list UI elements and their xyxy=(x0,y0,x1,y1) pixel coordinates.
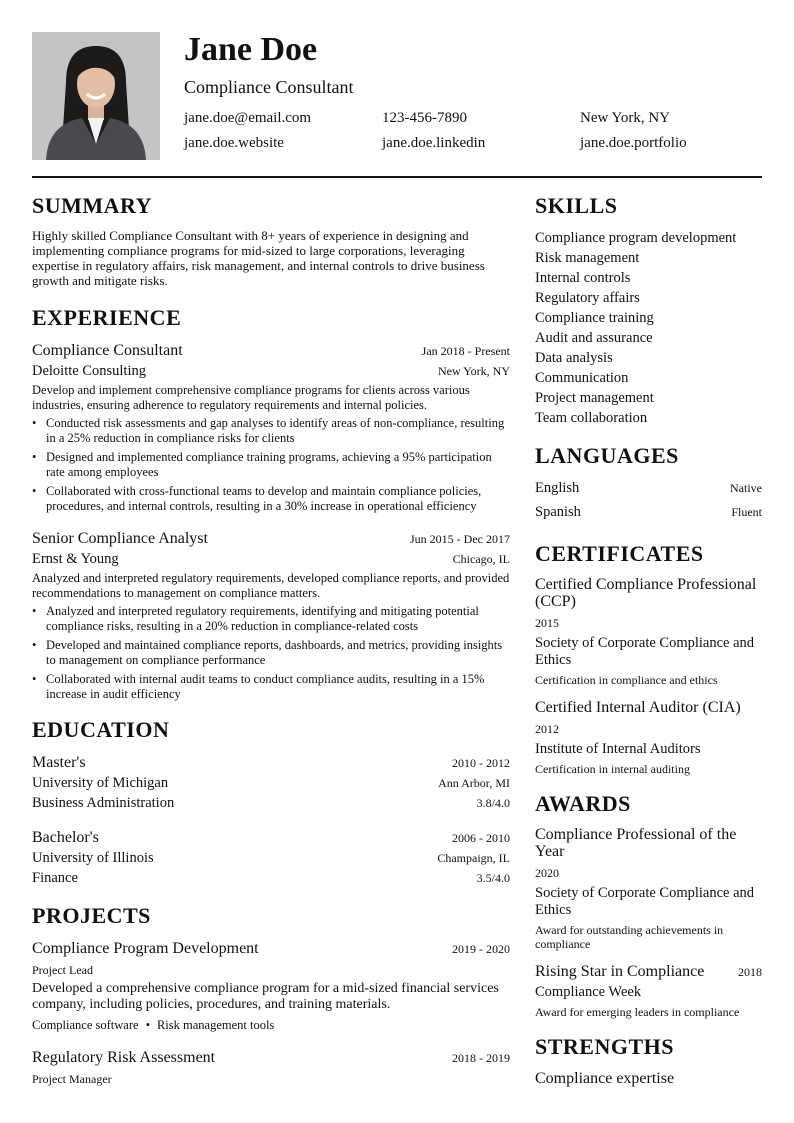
profile-photo xyxy=(32,32,160,160)
certificate-item xyxy=(535,699,762,776)
certificates-heading: CERTIFICATES xyxy=(535,541,704,566)
experience-dates: Jan 2018 - Present xyxy=(421,344,510,358)
certificate-year: 2015 xyxy=(535,616,559,630)
certificate-name: Certified Compliance Professional (CCP) xyxy=(535,576,757,610)
project-tag: Compliance software xyxy=(32,1018,139,1032)
contact-linkedin[interactable]: jane.doe.linkedin xyxy=(382,135,486,151)
language-item xyxy=(535,478,762,498)
project-role: Project Lead xyxy=(32,963,93,977)
languages-heading: LANGUAGES xyxy=(535,443,679,468)
skill-item: Internal controls xyxy=(535,270,631,286)
award-desc: Award for emerging leaders in compliance xyxy=(535,1005,740,1019)
experience-location: New York, NY xyxy=(437,364,510,378)
project-name: Regulatory Risk Assessment xyxy=(32,1049,216,1066)
project-role: Project Manager xyxy=(32,1072,112,1086)
project-dates: 2018 - 2019 xyxy=(452,1051,510,1065)
skill-item: Audit and assurance xyxy=(535,330,653,346)
language-level: Fluent xyxy=(731,505,762,519)
contact-info xyxy=(184,108,764,153)
summary-text: Highly skilled Compliance Consultant with 8+ years of experience in designing and implementing compliance programs for mid-sized to large corporations, leveraging expertise in regulatory affairs, risk management, and internal controls to drive business growth and mitigate risks. xyxy=(32,228,485,288)
experience-description: Develop and implement comprehensive compliance programs for clients across various industries, ensuring adherence to regulatory requirements and internal policies. xyxy=(32,383,470,412)
skill-item: Compliance program development xyxy=(535,230,737,246)
certificate-name: Certified Internal Auditor (CIA) xyxy=(535,699,741,716)
contact-website[interactable]: jane.doe.website xyxy=(184,135,284,151)
experience-role: Senior Compliance Analyst xyxy=(32,530,208,547)
education-location: Champaign, IL xyxy=(437,851,510,865)
experience-bullet: • Collaborated with cross-functional teams to develop and maintain compliance policies, procedures, and internal controls, resulting in a 30% increase in operational efficiency xyxy=(32,484,510,514)
experience-bullet: • Developed and maintained compliance reports, dashboards, and metrics, providing insights to management on compliance performance xyxy=(32,638,510,668)
education-degree: Master's xyxy=(32,754,86,771)
experience-role: Compliance Consultant xyxy=(32,342,183,359)
project-item xyxy=(32,938,510,1033)
education-field: Business Administration xyxy=(32,795,175,811)
award-org: Society of Corporate Compliance and Ethics xyxy=(535,885,755,918)
experience-description: Analyzed and interpreted regulatory requirements, developed compliance reports, and provided recommendations to management on compliance matters. xyxy=(32,571,510,600)
languages-list xyxy=(535,478,762,522)
experience-bullets xyxy=(32,416,510,514)
education-item xyxy=(32,827,510,888)
projects-heading: PROJECTS xyxy=(32,903,151,928)
award-item xyxy=(535,826,762,951)
education-dates: 2006 - 2010 xyxy=(452,831,510,845)
award-desc: Award for outstanding achievements in compliance xyxy=(535,923,724,951)
candidate-title: Compliance Consultant xyxy=(184,77,354,97)
summary-heading: SUMMARY xyxy=(32,193,153,218)
certificate-year: 2012 xyxy=(535,722,559,736)
experience-item xyxy=(32,340,510,514)
education-field: Finance xyxy=(32,870,78,886)
skill-item: Compliance training xyxy=(535,310,654,326)
strength-item: Compliance expertise xyxy=(535,1070,675,1087)
experience-bullet: • Conducted risk assessments and gap analyses to identify areas of non-compliance, resulting in a 25% reduction in compliance risks for clients xyxy=(32,416,510,446)
award-year: 2018 xyxy=(738,965,762,979)
skills-list xyxy=(535,228,762,428)
education-gpa: 3.8/4.0 xyxy=(476,796,510,810)
education-school: University of Illinois xyxy=(32,850,154,866)
language-item xyxy=(535,502,762,522)
education-item xyxy=(32,752,510,813)
project-description: Developed a comprehensive compliance program for a mid-sized financial services company, including policies, procedures, and training materials. xyxy=(32,981,499,1012)
certificate-item xyxy=(535,576,762,687)
education-location: Ann Arbor, MI xyxy=(438,776,510,790)
skills-heading: SKILLS xyxy=(535,193,618,218)
experience-location: Chicago, IL xyxy=(452,552,510,566)
award-name: Compliance Professional of the Year xyxy=(535,826,737,860)
language-level: Native xyxy=(730,481,762,495)
experience-heading: EXPERIENCE xyxy=(32,305,182,330)
candidate-name: Jane Doe xyxy=(184,31,318,68)
experience-bullet: • Collaborated with internal audit teams to conduct compliance audits, resulting in a 15% increase in audit efficiency xyxy=(32,672,510,702)
award-item xyxy=(535,963,762,1019)
education-dates: 2010 - 2012 xyxy=(452,756,510,770)
contact-portfolio[interactable]: jane.doe.portfolio xyxy=(580,135,687,151)
right-column xyxy=(535,192,762,1089)
contact-phone[interactable]: 123-456-7890 xyxy=(382,110,467,126)
experience-dates: Jun 2015 - Dec 2017 xyxy=(410,532,510,546)
skill-item: Data analysis xyxy=(535,350,613,366)
project-name: Compliance Program Development xyxy=(32,940,259,957)
education-gpa: 3.5/4.0 xyxy=(476,871,510,885)
left-column xyxy=(32,192,510,1101)
skill-item: Risk management xyxy=(535,250,640,266)
skill-item: Team collaboration xyxy=(535,410,648,426)
strengths-heading: STRENGTHS xyxy=(535,1034,674,1059)
language-name: Spanish xyxy=(535,504,581,520)
education-heading: EDUCATION xyxy=(32,717,170,742)
header-divider xyxy=(32,176,762,178)
awards-heading: AWARDS xyxy=(535,791,631,816)
experience-company: Ernst & Young xyxy=(32,551,119,567)
tag-separator: • xyxy=(145,1018,150,1032)
certificate-org: Institute of Internal Auditors xyxy=(535,741,701,757)
language-name: English xyxy=(535,480,580,496)
project-item xyxy=(32,1047,510,1087)
certificate-org: Society of Corporate Compliance and Ethics xyxy=(535,635,755,668)
education-degree: Bachelor's xyxy=(32,829,99,846)
experience-company: Deloitte Consulting xyxy=(32,363,146,379)
certificate-desc: Certification in internal auditing xyxy=(535,762,690,776)
education-school: University of Michigan xyxy=(32,775,169,791)
award-year: 2020 xyxy=(535,866,559,880)
skill-item: Communication xyxy=(535,370,629,386)
contact-email[interactable]: jane.doe@email.com xyxy=(184,110,312,126)
project-dates: 2019 - 2020 xyxy=(452,942,510,956)
contact-location: New York, NY xyxy=(580,110,671,126)
project-tags xyxy=(32,1017,510,1033)
certificate-desc: Certification in compliance and ethics xyxy=(535,673,718,687)
award-name: Rising Star in Compliance xyxy=(535,963,705,980)
experience-bullet: • Analyzed and interpreted regulatory requirements, identifying and mitigating potential compliance risks, resulting in a 20% reduction in compliance-related costs xyxy=(32,604,510,634)
skill-item: Project management xyxy=(535,390,654,406)
project-tag: Risk management tools xyxy=(156,1018,275,1032)
experience-bullet: • Designed and implemented compliance training programs, achieving a 95% participation rate among employees xyxy=(32,450,510,480)
award-org: Compliance Week xyxy=(535,984,642,1000)
experience-bullets xyxy=(32,604,510,702)
skill-item: Regulatory affairs xyxy=(535,290,640,306)
experience-item xyxy=(32,528,510,702)
